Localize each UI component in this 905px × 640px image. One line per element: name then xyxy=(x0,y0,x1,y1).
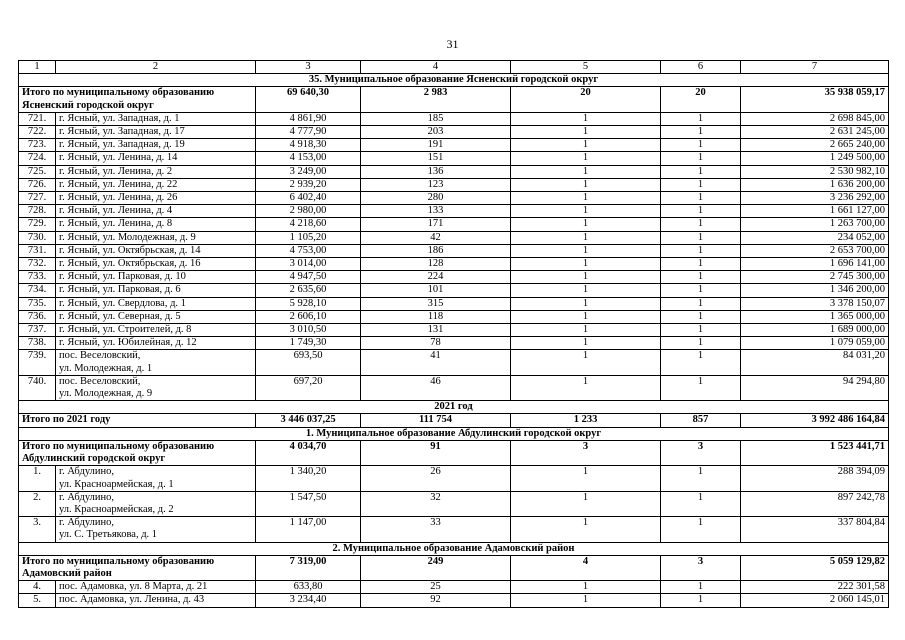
residents-cell: 78 xyxy=(361,337,511,350)
address-cell: г. Ясный, ул. Ленина, д. 8 xyxy=(56,218,256,231)
table-row xyxy=(19,324,889,337)
address-cell: г. Ясный, ул. Западная, д. 1 xyxy=(56,112,256,125)
count-cell: 1 xyxy=(661,310,741,323)
count-cell: 1 xyxy=(511,310,661,323)
row-number: 730. xyxy=(19,231,56,244)
table-row xyxy=(19,178,889,191)
count-cell: 1 xyxy=(511,350,661,375)
count-cell: 1 xyxy=(661,205,741,218)
count-cell: 1 xyxy=(661,581,741,594)
cost-cell: 3 236 292,00 xyxy=(741,192,889,205)
count-cell: 3 xyxy=(511,440,661,465)
count-cell: 1 xyxy=(661,491,741,516)
residents-cell: 2 983 xyxy=(361,87,511,112)
row-number: 738. xyxy=(19,337,56,350)
count-cell: 1 xyxy=(511,491,661,516)
area-cell: 633,80 xyxy=(256,581,361,594)
total-row xyxy=(19,87,889,112)
table-row xyxy=(19,466,889,491)
table-row xyxy=(19,258,889,271)
table-row xyxy=(19,271,889,284)
row-number: 729. xyxy=(19,218,56,231)
cost-cell: 84 031,20 xyxy=(741,350,889,375)
count-cell: 1 xyxy=(661,337,741,350)
row-number: 727. xyxy=(19,192,56,205)
area-cell: 4 861,90 xyxy=(256,112,361,125)
table-row xyxy=(19,594,889,607)
count-cell: 1 xyxy=(661,231,741,244)
count-cell: 1 xyxy=(661,165,741,178)
residents-cell: 101 xyxy=(361,284,511,297)
area-cell: 2 980,00 xyxy=(256,205,361,218)
count-cell: 1 xyxy=(511,152,661,165)
address-cell: г. Ясный, ул. Ленина, д. 2 xyxy=(56,165,256,178)
residents-cell: 203 xyxy=(361,126,511,139)
row-number: 5. xyxy=(19,594,56,607)
area-cell: 5 928,10 xyxy=(256,297,361,310)
table-row xyxy=(19,581,889,594)
area-cell: 2 606,10 xyxy=(256,310,361,323)
count-cell: 1 xyxy=(511,284,661,297)
residents-cell: 41 xyxy=(361,350,511,375)
table-row xyxy=(19,231,889,244)
section-heading: 1. Муниципальное образование Абдулинский городской округ xyxy=(19,427,889,440)
total-row xyxy=(19,555,889,580)
column-header: 3 xyxy=(256,61,361,74)
cost-cell: 1 696 141,00 xyxy=(741,258,889,271)
area-cell: 4 777,90 xyxy=(256,126,361,139)
page-number: 31 xyxy=(446,37,459,51)
section-heading: 35. Муниципальное образование Ясненский городской округ xyxy=(19,74,889,87)
area-cell: 1 749,30 xyxy=(256,337,361,350)
cost-cell: 1 523 441,71 xyxy=(741,440,889,465)
cost-cell: 1 263 700,00 xyxy=(741,218,889,231)
residents-cell: 171 xyxy=(361,218,511,231)
area-cell: 3 446 037,25 xyxy=(256,414,361,427)
row-number: 724. xyxy=(19,152,56,165)
address-cell: пос. Веселовский, ул. Молодежная, д. 9 xyxy=(56,375,256,400)
area-cell: 2 635,60 xyxy=(256,284,361,297)
table-row xyxy=(19,165,889,178)
cost-cell: 5 059 129,82 xyxy=(741,555,889,580)
cost-cell: 3 992 486 164,84 xyxy=(741,414,889,427)
area-cell: 69 640,30 xyxy=(256,87,361,112)
address-cell: г. Ясный, ул. Северная, д. 5 xyxy=(56,310,256,323)
row-number: 726. xyxy=(19,178,56,191)
table-row xyxy=(19,491,889,516)
row-number: 735. xyxy=(19,297,56,310)
cost-cell: 1 249 500,00 xyxy=(741,152,889,165)
address-cell: г. Абдулино, ул. Красноармейская, д. 1 xyxy=(56,466,256,491)
row-number: 721. xyxy=(19,112,56,125)
residents-cell: 136 xyxy=(361,165,511,178)
table-row xyxy=(19,297,889,310)
count-cell: 1 xyxy=(661,297,741,310)
area-cell: 7 319,00 xyxy=(256,555,361,580)
count-cell: 1 xyxy=(661,152,741,165)
address-cell: г. Ясный, ул. Строителей, д. 8 xyxy=(56,324,256,337)
residents-cell: 315 xyxy=(361,297,511,310)
address-cell: г. Ясный, ул. Октябрьская, д. 16 xyxy=(56,258,256,271)
address-cell: пос. Веселовский, ул. Молодежная, д. 1 xyxy=(56,350,256,375)
residents-cell: 128 xyxy=(361,258,511,271)
count-cell: 1 xyxy=(511,258,661,271)
cost-cell: 288 394,09 xyxy=(741,466,889,491)
cost-cell: 2 631 245,00 xyxy=(741,126,889,139)
column-header: 2 xyxy=(56,61,256,74)
area-cell: 1 105,20 xyxy=(256,231,361,244)
cost-cell: 1 346 200,00 xyxy=(741,284,889,297)
row-number: 736. xyxy=(19,310,56,323)
address-cell: г. Абдулино, ул. Красноармейская, д. 2 xyxy=(56,491,256,516)
table-body xyxy=(19,61,889,608)
count-cell: 1 xyxy=(511,126,661,139)
column-header: 1 xyxy=(19,61,56,74)
count-cell: 1 xyxy=(511,517,661,542)
area-cell: 3 234,40 xyxy=(256,594,361,607)
residents-cell: 32 xyxy=(361,491,511,516)
address-cell: г. Ясный, ул. Западная, д. 17 xyxy=(56,126,256,139)
row-number: 728. xyxy=(19,205,56,218)
column-header: 5 xyxy=(511,61,661,74)
address-cell: г. Абдулино, ул. С. Третьякова, д. 1 xyxy=(56,517,256,542)
residents-cell: 46 xyxy=(361,375,511,400)
address-cell: г. Ясный, ул. Ленина, д. 22 xyxy=(56,178,256,191)
row-number: 733. xyxy=(19,271,56,284)
column-header: 6 xyxy=(661,61,741,74)
column-header: 7 xyxy=(741,61,889,74)
address-cell: г. Ясный, ул. Юбилейная, д. 12 xyxy=(56,337,256,350)
count-cell: 20 xyxy=(511,87,661,112)
count-cell: 1 233 xyxy=(511,414,661,427)
area-cell: 4 034,70 xyxy=(256,440,361,465)
residents-cell: 118 xyxy=(361,310,511,323)
cost-cell: 94 294,80 xyxy=(741,375,889,400)
table-row xyxy=(19,139,889,152)
cost-cell: 2 665 240,00 xyxy=(741,139,889,152)
residents-cell: 224 xyxy=(361,271,511,284)
section-heading: 2. Муниципальное образование Адамовский район xyxy=(19,542,889,555)
cost-cell: 2 060 145,01 xyxy=(741,594,889,607)
area-cell: 1 147,00 xyxy=(256,517,361,542)
count-cell: 1 xyxy=(661,375,741,400)
area-cell: 697,20 xyxy=(256,375,361,400)
address-cell: г. Ясный, ул. Западная, д. 19 xyxy=(56,139,256,152)
total-label: Итого по муниципальному образованию Ясненский городской округ xyxy=(19,87,256,112)
area-cell: 3 249,00 xyxy=(256,165,361,178)
area-cell: 3 014,00 xyxy=(256,258,361,271)
residents-cell: 191 xyxy=(361,139,511,152)
column-header: 4 xyxy=(361,61,511,74)
count-cell: 1 xyxy=(511,337,661,350)
residents-cell: 33 xyxy=(361,517,511,542)
row-number: 739. xyxy=(19,350,56,375)
table-row xyxy=(19,192,889,205)
cost-cell: 234 052,00 xyxy=(741,231,889,244)
residents-cell: 42 xyxy=(361,231,511,244)
row-number: 4. xyxy=(19,581,56,594)
total-label: Итого по 2021 году xyxy=(19,414,256,427)
count-cell: 1 xyxy=(661,594,741,607)
section-heading-row xyxy=(19,427,889,440)
cost-cell: 2 530 982,10 xyxy=(741,165,889,178)
count-cell: 1 xyxy=(661,517,741,542)
data-table xyxy=(18,60,889,608)
address-cell: г. Ясный, ул. Октябрьская, д. 14 xyxy=(56,244,256,257)
address-cell: г. Ясный, ул. Молодежная, д. 9 xyxy=(56,231,256,244)
residents-cell: 91 xyxy=(361,440,511,465)
cost-cell: 35 938 059,17 xyxy=(741,87,889,112)
cost-cell: 3 378 150,07 xyxy=(741,297,889,310)
area-cell: 2 939,20 xyxy=(256,178,361,191)
count-cell: 1 xyxy=(661,258,741,271)
count-cell: 1 xyxy=(511,165,661,178)
count-cell: 1 xyxy=(511,375,661,400)
address-cell: пос. Адамовка, ул. Ленина, д. 43 xyxy=(56,594,256,607)
area-cell: 1 340,20 xyxy=(256,466,361,491)
count-cell: 857 xyxy=(661,414,741,427)
residents-cell: 123 xyxy=(361,178,511,191)
row-number: 725. xyxy=(19,165,56,178)
count-cell: 1 xyxy=(511,218,661,231)
row-number: 740. xyxy=(19,375,56,400)
area-cell: 1 547,50 xyxy=(256,491,361,516)
count-cell: 1 xyxy=(511,244,661,257)
total-label: Итого по муниципальному образованию Адамовский район xyxy=(19,555,256,580)
cost-cell: 1 636 200,00 xyxy=(741,178,889,191)
count-cell: 1 xyxy=(661,192,741,205)
count-cell: 1 xyxy=(511,581,661,594)
area-cell: 6 402,40 xyxy=(256,192,361,205)
count-cell: 1 xyxy=(661,271,741,284)
count-cell: 1 xyxy=(661,324,741,337)
table-row xyxy=(19,310,889,323)
cost-cell: 222 301,58 xyxy=(741,581,889,594)
residents-cell: 26 xyxy=(361,466,511,491)
cost-cell: 337 804,84 xyxy=(741,517,889,542)
section-heading-row xyxy=(19,74,889,87)
count-cell: 1 xyxy=(661,466,741,491)
address-cell: г. Ясный, ул. Ленина, д. 4 xyxy=(56,205,256,218)
table-row xyxy=(19,218,889,231)
row-number: 1. xyxy=(19,466,56,491)
table-row xyxy=(19,284,889,297)
count-cell: 1 xyxy=(511,466,661,491)
cost-cell: 1 079 059,00 xyxy=(741,337,889,350)
count-cell: 1 xyxy=(661,284,741,297)
row-number: 731. xyxy=(19,244,56,257)
residents-cell: 186 xyxy=(361,244,511,257)
count-cell: 1 xyxy=(661,244,741,257)
table-row xyxy=(19,205,889,218)
address-cell: г. Ясный, ул. Ленина, д. 14 xyxy=(56,152,256,165)
row-number: 3. xyxy=(19,517,56,542)
count-cell: 1 xyxy=(511,139,661,152)
count-cell: 1 xyxy=(511,297,661,310)
area-cell: 4 753,00 xyxy=(256,244,361,257)
area-cell: 693,50 xyxy=(256,350,361,375)
count-cell: 1 xyxy=(511,271,661,284)
cost-cell: 897 242,78 xyxy=(741,491,889,516)
residents-cell: 92 xyxy=(361,594,511,607)
cost-cell: 1 689 000,00 xyxy=(741,324,889,337)
total-label: Итого по муниципальному образованию Абдулинский городской округ xyxy=(19,440,256,465)
cost-cell: 2 653 700,00 xyxy=(741,244,889,257)
count-cell: 1 xyxy=(511,178,661,191)
cost-cell: 2 745 300,00 xyxy=(741,271,889,284)
section-heading-row xyxy=(19,401,889,414)
count-cell: 1 xyxy=(511,231,661,244)
address-cell: пос. Адамовка, ул. 8 Марта, д. 21 xyxy=(56,581,256,594)
address-cell: г. Ясный, ул. Парковая, д. 10 xyxy=(56,271,256,284)
residents-cell: 280 xyxy=(361,192,511,205)
column-header-row xyxy=(19,61,889,74)
row-number: 723. xyxy=(19,139,56,152)
area-cell: 3 010,50 xyxy=(256,324,361,337)
count-cell: 1 xyxy=(511,594,661,607)
row-number: 737. xyxy=(19,324,56,337)
residents-cell: 25 xyxy=(361,581,511,594)
count-cell: 1 xyxy=(511,112,661,125)
count-cell: 1 xyxy=(661,350,741,375)
table-row xyxy=(19,517,889,542)
count-cell: 1 xyxy=(661,126,741,139)
area-cell: 4 218,60 xyxy=(256,218,361,231)
address-cell: г. Ясный, ул. Свердлова, д. 1 xyxy=(56,297,256,310)
row-number: 2. xyxy=(19,491,56,516)
table-row xyxy=(19,350,889,375)
count-cell: 20 xyxy=(661,87,741,112)
section-heading-row xyxy=(19,542,889,555)
count-cell: 4 xyxy=(511,555,661,580)
residents-cell: 249 xyxy=(361,555,511,580)
total-row xyxy=(19,414,889,427)
table-row xyxy=(19,152,889,165)
count-cell: 1 xyxy=(511,205,661,218)
row-number: 722. xyxy=(19,126,56,139)
residents-cell: 133 xyxy=(361,205,511,218)
count-cell: 1 xyxy=(511,192,661,205)
cost-cell: 1 661 127,00 xyxy=(741,205,889,218)
residents-cell: 185 xyxy=(361,112,511,125)
count-cell: 1 xyxy=(661,139,741,152)
table-row xyxy=(19,375,889,400)
count-cell: 1 xyxy=(661,178,741,191)
table-row xyxy=(19,337,889,350)
count-cell: 1 xyxy=(661,112,741,125)
count-cell: 3 xyxy=(661,440,741,465)
count-cell: 3 xyxy=(661,555,741,580)
total-row xyxy=(19,440,889,465)
table-row xyxy=(19,244,889,257)
count-cell: 1 xyxy=(511,324,661,337)
cost-cell: 2 698 845,00 xyxy=(741,112,889,125)
address-cell: г. Ясный, ул. Парковая, д. 6 xyxy=(56,284,256,297)
row-number: 732. xyxy=(19,258,56,271)
residents-cell: 111 754 xyxy=(361,414,511,427)
table-row xyxy=(19,112,889,125)
cost-cell: 1 365 000,00 xyxy=(741,310,889,323)
area-cell: 4 918,30 xyxy=(256,139,361,152)
residents-cell: 151 xyxy=(361,152,511,165)
table-row xyxy=(19,126,889,139)
area-cell: 4 947,50 xyxy=(256,271,361,284)
residents-cell: 131 xyxy=(361,324,511,337)
address-cell: г. Ясный, ул. Ленина, д. 26 xyxy=(56,192,256,205)
row-number: 734. xyxy=(19,284,56,297)
area-cell: 4 153,00 xyxy=(256,152,361,165)
section-heading: 2021 год xyxy=(19,401,889,414)
count-cell: 1 xyxy=(661,218,741,231)
